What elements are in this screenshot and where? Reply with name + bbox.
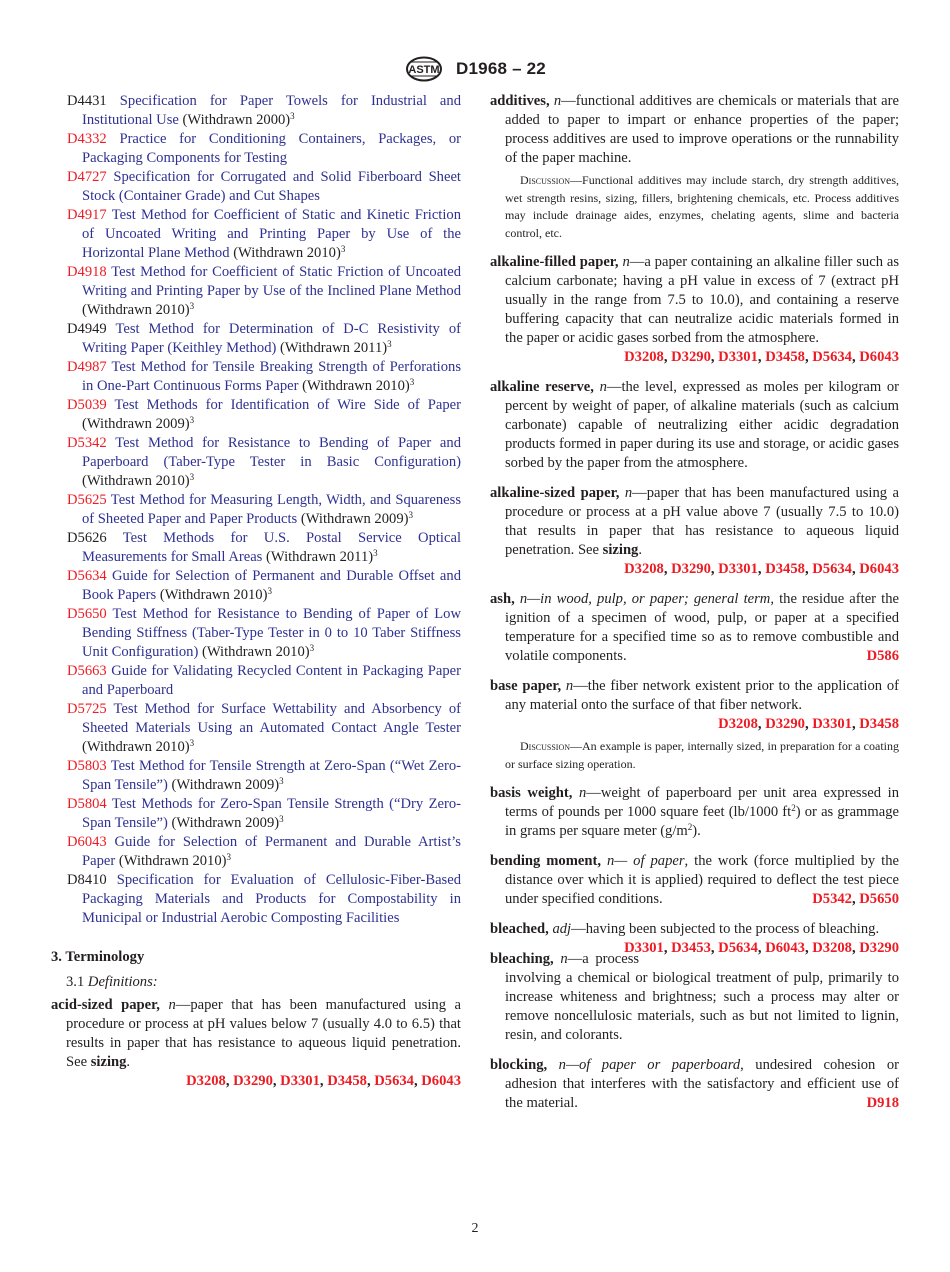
reference-code[interactable]: D4431 — [67, 93, 107, 109]
term-pos: n — [560, 951, 568, 967]
reference-title[interactable]: Specification for Corrugated and Solid Fiberboard Sheet Stock (Container Grade) and Cut Shapes — [82, 169, 461, 204]
reference-title[interactable]: Test Method for Tensile Strength at Zero-Span (“Wet Zero-Span Tensile”) — [82, 758, 461, 793]
term-definition: the residue after the ignition of a specimen of wood, pulp, or paper at a specified temperature for a specified time so as to remove combustible and volatile components. — [505, 591, 899, 664]
reference-item — [51, 434, 461, 491]
reference-title[interactable]: Test Method for Resistance to Bending of Paper of Low Bending Stiffness (Taber-Type Tester in 0 to 10 Taber Stiffness Unit Configuration) — [82, 606, 461, 660]
xref-link[interactable]: D3458 — [327, 1073, 367, 1089]
term-xrefs: D5342, D5650 — [812, 891, 899, 907]
term-definition: —paper that has been manufactured using a procedure or process at a pH value above 7 (usually 7.5 to 10.0) that results in paper that has resistance to aqueous liquid penetration. See — [505, 485, 899, 558]
term-xrefs: D3301, D3453, D5634, D6043, D3208, D3290 — [624, 940, 899, 956]
discussion-label: Discussion — [520, 173, 571, 187]
xref-link[interactable]: D3458 — [765, 561, 805, 577]
term-pos: n — [565, 678, 574, 694]
term-name: basis weight, — [490, 785, 573, 801]
reference-note: (Withdrawn 2010) — [159, 587, 268, 603]
xref-link[interactable]: D6043 — [765, 940, 805, 956]
reference-item — [51, 795, 461, 833]
xref-link[interactable]: D6043 — [859, 561, 899, 577]
reference-item — [51, 320, 461, 358]
xref-link[interactable]: D3301 — [280, 1073, 320, 1089]
xref-link[interactable]: D3301 — [812, 716, 852, 732]
footnote-marker: 3 — [387, 339, 392, 349]
term-basis-weight — [490, 784, 899, 841]
reference-code[interactable]: D5626 — [67, 530, 107, 546]
term-definition-end: ). — [692, 823, 701, 839]
see-link[interactable]: sizing — [602, 542, 639, 558]
term-qualifier: —of paper or paperboard — [565, 1057, 741, 1073]
term-alkaline-sized-paper — [490, 484, 899, 579]
term-definition: —the fiber network existent prior to the application of any material onto the surface of that fiber network. — [505, 678, 899, 713]
footnote-marker: 3 — [189, 738, 195, 748]
term-name: base paper, — [490, 678, 562, 694]
reference-title[interactable]: Guide for Validating Recycled Content in Packaging Paper and Paperboard — [82, 663, 461, 698]
reference-title[interactable]: Test Method for Coefficient of Static Friction of Uncoated Writing and Printing Paper by Use of the Inclined Plane Method — [82, 264, 462, 299]
reference-note: (Withdrawn 2010) — [302, 378, 410, 394]
term-bleaching — [490, 950, 899, 1045]
xref-link[interactable]: D5634 — [718, 940, 758, 956]
reference-note: (Withdrawn 2010) — [118, 853, 227, 869]
reference-code[interactable]: D6043 — [67, 834, 107, 850]
footnote-marker: 3 — [267, 586, 272, 596]
reference-code[interactable]: D4918 — [67, 264, 107, 280]
xref-link[interactable]: D6043 — [421, 1073, 461, 1089]
term-xrefs: D3208, D3290, D3301, D3458, D5634, D6043 — [624, 349, 899, 365]
reference-title[interactable]: Practice for Conditioning Containers, Packages, or Packaging Components for Testing — [82, 131, 462, 166]
page-number: 2 — [471, 1221, 479, 1236]
term-name: acid-sized paper, — [51, 997, 160, 1013]
term-qualifier: —in wood, pulp, or paper; general term, — [527, 591, 774, 607]
reference-item — [51, 491, 461, 529]
superscript: 2 — [687, 822, 693, 832]
xref-link[interactable]: D3458 — [765, 349, 805, 365]
term-definition: —the level, expressed as moles per kilogram or percent by weight of paper, of alkaline materials (such as calcium carbonate) capable of neutralizing either acidic degradation products formed in paper during its use and storage, or acidic gases sorbed by the paper from the atmosphere. — [505, 379, 899, 471]
reference-item — [51, 871, 461, 928]
term-discussion — [505, 738, 899, 773]
term-name: additives, — [490, 93, 550, 109]
xref-link[interactable]: D3290 — [859, 940, 899, 956]
reference-title[interactable]: Test Method for Measuring Length, Width, and Squareness of Sheeted Paper and Paper Products — [82, 492, 461, 527]
term-definition: , the work (force multiplied by the distance over which it is applied) required to deflect the test piece under specified conditions. — [505, 853, 900, 907]
subsection-definitions — [66, 973, 461, 992]
reference-item — [51, 92, 461, 130]
reference-item — [51, 358, 461, 396]
reference-note: (Withdrawn 2010) — [82, 473, 190, 489]
footnote-marker: 3 — [226, 852, 232, 862]
reference-item — [51, 130, 461, 168]
term-ash — [490, 590, 899, 666]
xref-link[interactable]: D3290 — [765, 716, 805, 732]
term-definition: —a process involving a chemical or biological treatment of pulp, primarily to increase whiteness and brightness; such a process may alter or remove noncellulosic materials, such as but not limited to lignin, resin, and colorants. — [505, 951, 899, 1043]
reference-code[interactable]: D5725 — [67, 701, 107, 717]
footnote-marker: 3 — [279, 814, 284, 824]
xref-link[interactable]: D3301 — [718, 349, 758, 365]
reference-note: (Withdrawn 2000) — [182, 112, 291, 128]
term-name: bleaching, — [490, 951, 554, 967]
footnote-marker: 3 — [189, 472, 195, 482]
reference-note: (Withdrawn 2009) — [171, 777, 280, 793]
term-pos: n — [624, 485, 633, 501]
term-definition-mid: ) or as grammage in grams per square meter (g/m — [505, 804, 899, 839]
footnote-marker: 3 — [290, 111, 295, 121]
term-base-paper — [490, 677, 899, 773]
xref-link[interactable]: D586 — [866, 648, 899, 664]
term-name: blocking, — [490, 1057, 548, 1073]
reference-note: (Withdrawn 2009) — [300, 511, 409, 527]
section-heading: 3. Terminology — [51, 949, 145, 965]
discussion-text: —Functional additives may include starch, dry strength additives, wet strength resins, sizing, fillers, brightening chemicals, etc. Process additives may include drainage aides, enzymes, chelating agents, slime and bacteria control, etc. — [505, 173, 899, 240]
reference-code[interactable]: D5342 — [67, 435, 107, 451]
term-xrefs — [866, 647, 899, 666]
xref-link[interactable]: D3208 — [812, 940, 852, 956]
reference-code[interactable]: D4949 — [67, 321, 107, 337]
reference-title[interactable]: Test Methods for Identification of Wire Side of Paper — [114, 397, 461, 413]
reference-title[interactable]: Test Methods for Zero-Span Tensile Strength (“Dry Zero-Span Tensile”) — [82, 796, 461, 831]
footnote-marker: 3 — [340, 244, 346, 254]
term-pos: n — [558, 1057, 566, 1073]
xref-link[interactable]: D918 — [866, 1095, 899, 1111]
xref-link[interactable]: D3208 — [624, 349, 664, 365]
term-xrefs — [866, 1094, 899, 1113]
xref-link[interactable]: D6043 — [859, 349, 899, 365]
reference-item — [51, 529, 461, 567]
reference-title[interactable]: Specification for Evaluation of Cellulosic-Fiber-Based Packaging Materials and Products for Compostability in Municipal or Industrial Aerobic Composting Facilities — [82, 872, 462, 926]
reference-item — [51, 700, 461, 757]
term-definition-end: . — [638, 542, 643, 558]
reference-note: (Withdrawn 2011) — [266, 549, 374, 565]
discussion-text: —An example is paper, internally sized, in preparation for a coating or surface sizing operation. — [505, 739, 899, 771]
reference-note: (Withdrawn 2010) — [202, 644, 310, 660]
reference-note: (Withdrawn 2011) — [280, 340, 388, 356]
term-pos: n — [579, 785, 587, 801]
term-definition: —functional additives are chemicals or materials that are added to paper to impart or enhance properties of the paper; process additives are used to improve operations or the runnability of the paper machine. — [505, 93, 899, 166]
xref-link[interactable]: D3453 — [671, 940, 711, 956]
reference-item — [51, 662, 461, 700]
reference-note: (Withdrawn 2010) — [82, 302, 190, 318]
xref-link[interactable]: D3290 — [671, 561, 711, 577]
xref-link[interactable]: D3290 — [233, 1073, 273, 1089]
reference-title[interactable]: Test Method for Tensile Breaking Strength of Perforations in One-Part Continuous Forms Paper — [82, 359, 461, 394]
term-name: alkaline-filled paper, — [490, 254, 619, 270]
standard-designation: D1968 – 22 — [456, 59, 546, 78]
page-header — [0, 56, 950, 82]
reference-code[interactable]: D4727 — [67, 169, 107, 185]
footnote-marker: 3 — [189, 301, 195, 311]
reference-note: (Withdrawn 2010) — [82, 739, 190, 755]
term-pos: n — [622, 254, 630, 270]
xref-link[interactable]: D3208 — [624, 561, 664, 577]
reference-item — [51, 567, 461, 605]
reference-title[interactable]: Test Method for Determination of D-C Resistivity of Writing Paper (Keithley Method) — [82, 321, 461, 356]
reference-code[interactable]: D5625 — [67, 492, 107, 508]
term-name: bending moment, — [490, 853, 601, 869]
term-bending-moment — [490, 852, 899, 909]
reference-title[interactable]: Test Method for Coefficient of Static and Kinetic Friction of Uncoated Writing and Printing Paper by Use of the Horizontal Plane Method — [82, 207, 462, 261]
term-pos: n — [519, 591, 528, 607]
reference-item — [51, 757, 461, 795]
term-name: bleached, — [490, 921, 549, 937]
xref-link[interactable]: D3458 — [859, 716, 899, 732]
see-link[interactable]: sizing — [90, 1054, 127, 1070]
term-xrefs: D3208, D3290, D3301, D3458, D5634, D6043 — [624, 561, 899, 577]
term-pos: n — [168, 997, 176, 1013]
reference-item — [51, 605, 461, 662]
term-name: alkaline-sized paper, — [490, 485, 620, 501]
term-pos: n — [553, 93, 562, 109]
reference-list — [51, 92, 461, 928]
term-definition: —paper that has been manufactured using a procedure or process at pH values below 7 (usually 4.0 to 6.5) that results in paper that has resistance to aqueous liquid penetration. See — [66, 997, 461, 1070]
term-definition: , undesired cohesion or adhesion that interferes with the satisfactory and efficient use of the material. — [505, 1057, 899, 1111]
reference-title[interactable]: Test Method for Surface Wettability and Absorbency of Sheeted Materials Using an Automated Contact Angle Tester — [82, 701, 461, 736]
astm-logo-icon — [404, 56, 444, 82]
xref-link[interactable]: D3290 — [671, 349, 711, 365]
reference-item — [51, 206, 461, 263]
term-qualifier: — of paper — [614, 853, 685, 869]
subsection-number: 3.1 — [66, 974, 85, 990]
footnote-marker: 3 — [408, 510, 413, 520]
footnote-marker: 3 — [373, 548, 378, 558]
xref-link[interactable]: D3301 — [624, 940, 664, 956]
term-pos: n — [599, 379, 607, 395]
term-xrefs: D3208, D3290, D3301, D3458, D5634, D6043 — [186, 1073, 461, 1089]
term-definition: —having been subjected to the process of bleaching. — [571, 921, 880, 937]
xref-link[interactable]: D3301 — [718, 561, 758, 577]
term-name: ash, — [490, 591, 515, 607]
reference-item — [51, 168, 461, 206]
term-definition: —a paper containing an alkaline filler such as calcium carbonate; having a pH value in excess of 7 (extract pH usually in the range from 7.5 to 10.0), and containing a reserve buffering capacity that can neutralize acidic materials formed in the paper or acidic gases sorbed from the atmosphere. — [505, 254, 900, 346]
reference-code[interactable]: D5650 — [67, 606, 107, 622]
superscript: 2 — [791, 803, 796, 813]
term-alkaline-reserve — [490, 378, 899, 473]
reference-title[interactable]: Guide for Selection of Permanent and Durable Offset and Book Papers — [82, 568, 461, 603]
reference-note: (Withdrawn 2010) — [233, 245, 341, 261]
reference-note: (Withdrawn 2009) — [82, 416, 190, 432]
footnote-marker: 3 — [279, 776, 284, 786]
reference-item — [51, 833, 461, 871]
term-alkaline-filled-paper — [490, 253, 899, 367]
reference-code[interactable]: D5634 — [67, 568, 107, 584]
footnote-marker: 3 — [409, 377, 415, 387]
footnote-marker: 3 — [189, 415, 195, 425]
reference-code[interactable]: D4332 — [67, 131, 107, 147]
term-pos: adj — [552, 921, 572, 937]
reference-note: (Withdrawn 2009) — [171, 815, 280, 831]
reference-code[interactable]: D4987 — [67, 359, 107, 375]
reference-item — [51, 263, 461, 320]
term-definition: —weight of paperboard per unit area expressed in terms of pounds per 1000 square feet (lb/1000 ft — [505, 785, 900, 820]
xref-link[interactable]: D5634 — [812, 561, 852, 577]
term-blocking — [490, 1056, 899, 1113]
reference-code[interactable]: D8410 — [67, 872, 107, 888]
term-discussion — [505, 172, 899, 242]
reference-code[interactable]: D4917 — [67, 207, 107, 223]
term-acid-sized-paper — [51, 996, 461, 1091]
term-name: alkaline reserve, — [490, 379, 594, 395]
reference-code[interactable]: D5663 — [67, 663, 107, 679]
svg-text:ASTM: ASTM — [408, 64, 440, 76]
term-additives — [490, 92, 899, 242]
reference-title[interactable]: Guide for Selection of Permanent and Durable Artist’s Paper — [82, 834, 461, 869]
term-xrefs: D3208, D3290, D3301, D3458 — [718, 716, 899, 732]
xref-link[interactable]: D5342 — [812, 891, 852, 907]
xref-link[interactable]: D5634 — [812, 349, 852, 365]
discussion-label: Discussion — [520, 739, 571, 753]
reference-title[interactable]: Specification for Paper Towels for Industrial and Institutional Use — [82, 93, 461, 128]
term-bleached — [490, 920, 899, 956]
xref-link[interactable]: D3208 — [186, 1073, 226, 1089]
reference-code[interactable]: D5039 — [67, 397, 107, 413]
term-definition-end: . — [126, 1054, 131, 1070]
reference-code[interactable]: D5803 — [67, 758, 107, 774]
xref-link[interactable]: D5634 — [374, 1073, 414, 1089]
left-column — [51, 92, 461, 1102]
xref-link[interactable]: D5650 — [859, 891, 899, 907]
reference-code[interactable]: D5804 — [67, 796, 107, 812]
term-pos: n — [606, 853, 615, 869]
xref-link[interactable]: D3208 — [718, 716, 758, 732]
right-column — [490, 92, 899, 1124]
reference-title[interactable]: Test Methods for U.S. Postal Service Optical Measurements for Small Areas — [82, 530, 461, 565]
footnote-marker: 3 — [309, 643, 315, 653]
reference-item — [51, 396, 461, 434]
subsection-title: Definitions: — [87, 974, 158, 990]
reference-title[interactable]: Test Method for Resistance to Bending of Paper and Paperboard (Taber-Type Tester in Basic Configuration) — [82, 435, 461, 470]
